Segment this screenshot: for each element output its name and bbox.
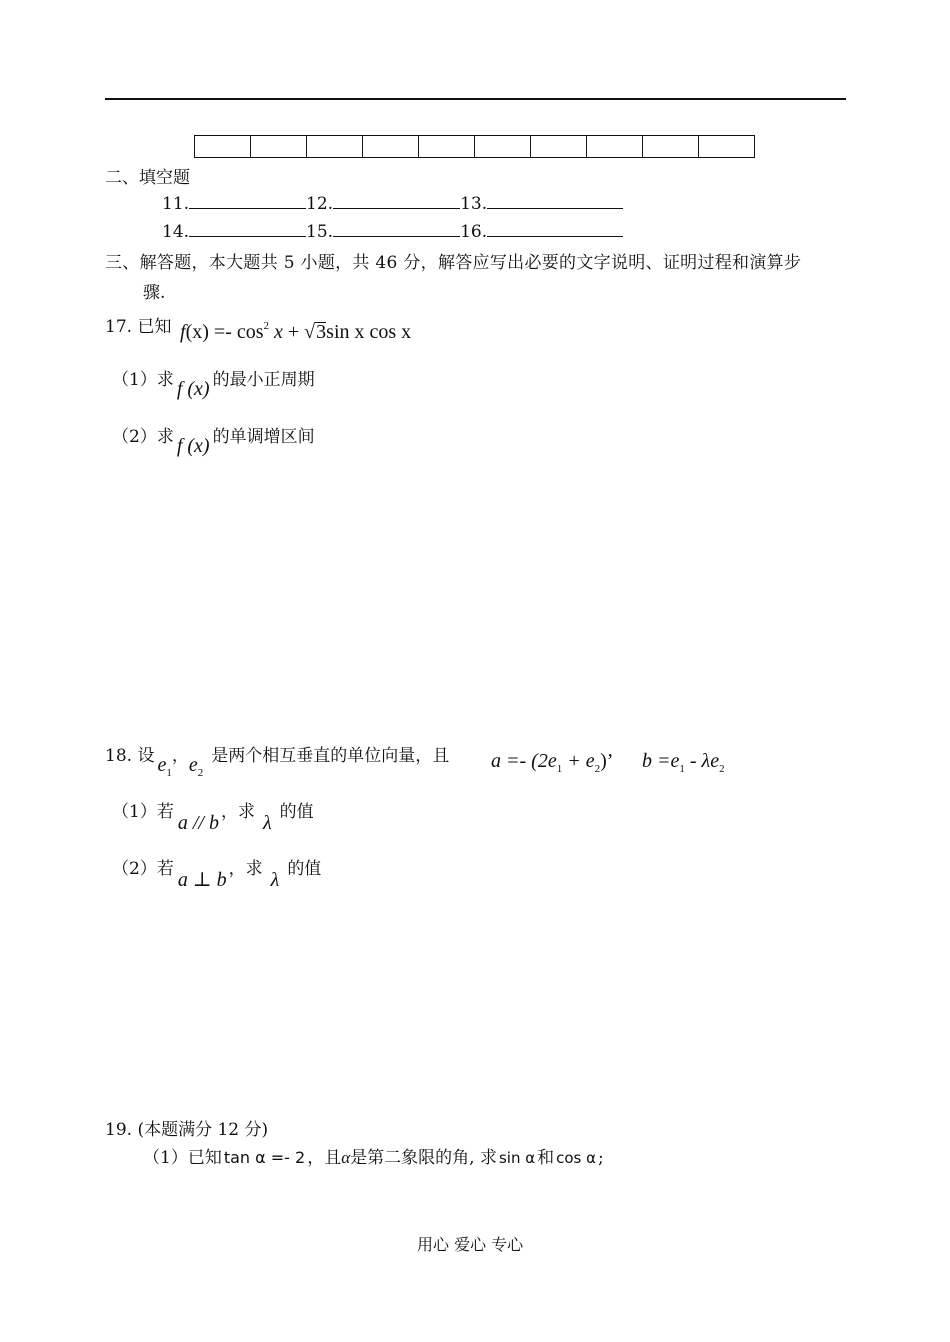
q17-part2-prefix: （2）求 [112,427,174,447]
q18-part2-lambda: λ [270,869,280,891]
q19-alpha: α [341,1148,351,1167]
blank-line-12[interactable] [333,194,460,209]
q18-part2-cond: a ⊥ b [177,869,227,891]
q17-part1-prefix: （1）求 [112,370,174,390]
answer-cell[interactable] [363,136,419,158]
q17-part1-func: f (x) [176,378,210,400]
q18-part1-suffix: 的值 [279,802,314,822]
answer-cell[interactable] [699,136,755,158]
q18-comma: ， [171,746,189,766]
q19-sin-expr: sin α [498,1149,536,1167]
q17-part1-suffix: 的最小正周期 [212,370,315,390]
q19-and: 和 [537,1148,555,1168]
blank-number-13: 13. [460,194,488,214]
blank-number-12: 12. [306,194,334,214]
q18-e1: $e_1$ [157,754,172,779]
q18-part1-cond: a // b [177,812,219,834]
q19-tan-expr: tan α =- 2 [223,1148,306,1167]
q18-text: 是两个相互垂直的单位向量，且 [211,746,450,766]
blank-line-11[interactable] [189,194,306,209]
q17-part1 [112,365,315,400]
blank-line-16[interactable] [487,222,623,237]
answer-cell[interactable] [419,136,475,158]
q17-label: 17. 已知 [105,317,172,337]
q18-part2-suffix: 的值 [287,859,322,879]
blank-number-11: 11. [162,194,190,214]
q18-label: 18. 设 [105,746,155,766]
q17-formula: $f(x) =- \cos^2 x + √3\sin$ x cos x [180,320,412,343]
q19-end: ; [598,1148,604,1168]
q18-part2 [112,854,322,891]
q19-part1 [143,1143,604,1168]
answer-cell[interactable] [195,136,251,158]
blank-line-13[interactable] [487,194,623,209]
blank-line-14[interactable] [189,222,306,237]
answer-cell[interactable] [643,136,699,158]
section-fill-title: 二、填空题 [105,168,190,188]
blank-number-16: 16. [460,222,488,242]
footer-text: 用心 爱心 专心 [417,1235,524,1254]
q19-label: 19. (本题满分 12 分) [105,1120,269,1140]
answer-cell[interactable] [587,136,643,158]
blank-number-15: 15. [306,222,334,242]
section-solve-line2: 骤. [143,283,166,303]
answer-cell[interactable] [251,136,307,158]
q18-part1-lambda: λ [262,812,272,834]
header-rule [105,98,846,100]
q18-part1 [112,797,314,834]
q18-line [105,741,450,779]
answer-cell[interactable] [475,136,531,158]
section-solve-line1: 三、解答题，本大题共 5 小题，共 46 分，解答应写出必要的文字说明、证明过程和演算步 [105,253,802,273]
q19-text2: 是第二象限的角, 求 [350,1148,497,1168]
answer-cell[interactable] [307,136,363,158]
q18-a-definition: $a =- (2e_1 + e_2)$’ [491,750,614,775]
q19-part1-prefix: （1）已知 [143,1148,222,1168]
q17-part2 [112,422,315,457]
q18-part1-mid: ，求 [220,802,255,822]
q18-e2: $e_2$ [188,754,204,779]
q19-cos-expr: cos α [556,1149,597,1167]
fill-blank-row-1 [162,194,623,214]
answer-cell[interactable] [531,136,587,158]
answer-grid [194,135,755,158]
q18-part2-prefix: （2）若 [112,859,174,879]
q18-b-definition: $b =e_1 - \lambda e_2$ [642,750,725,775]
q17-part2-func: f (x) [176,435,210,457]
q17-part2-suffix: 的单调增区间 [212,427,315,447]
q18-part2-mid: ，求 [228,859,263,879]
q19-mid: ，且 [307,1148,342,1168]
q18-part1-prefix: （1）若 [112,802,174,822]
blank-number-14: 14. [162,222,190,242]
blank-line-15[interactable] [333,222,460,237]
fill-blank-row-2 [162,222,623,242]
